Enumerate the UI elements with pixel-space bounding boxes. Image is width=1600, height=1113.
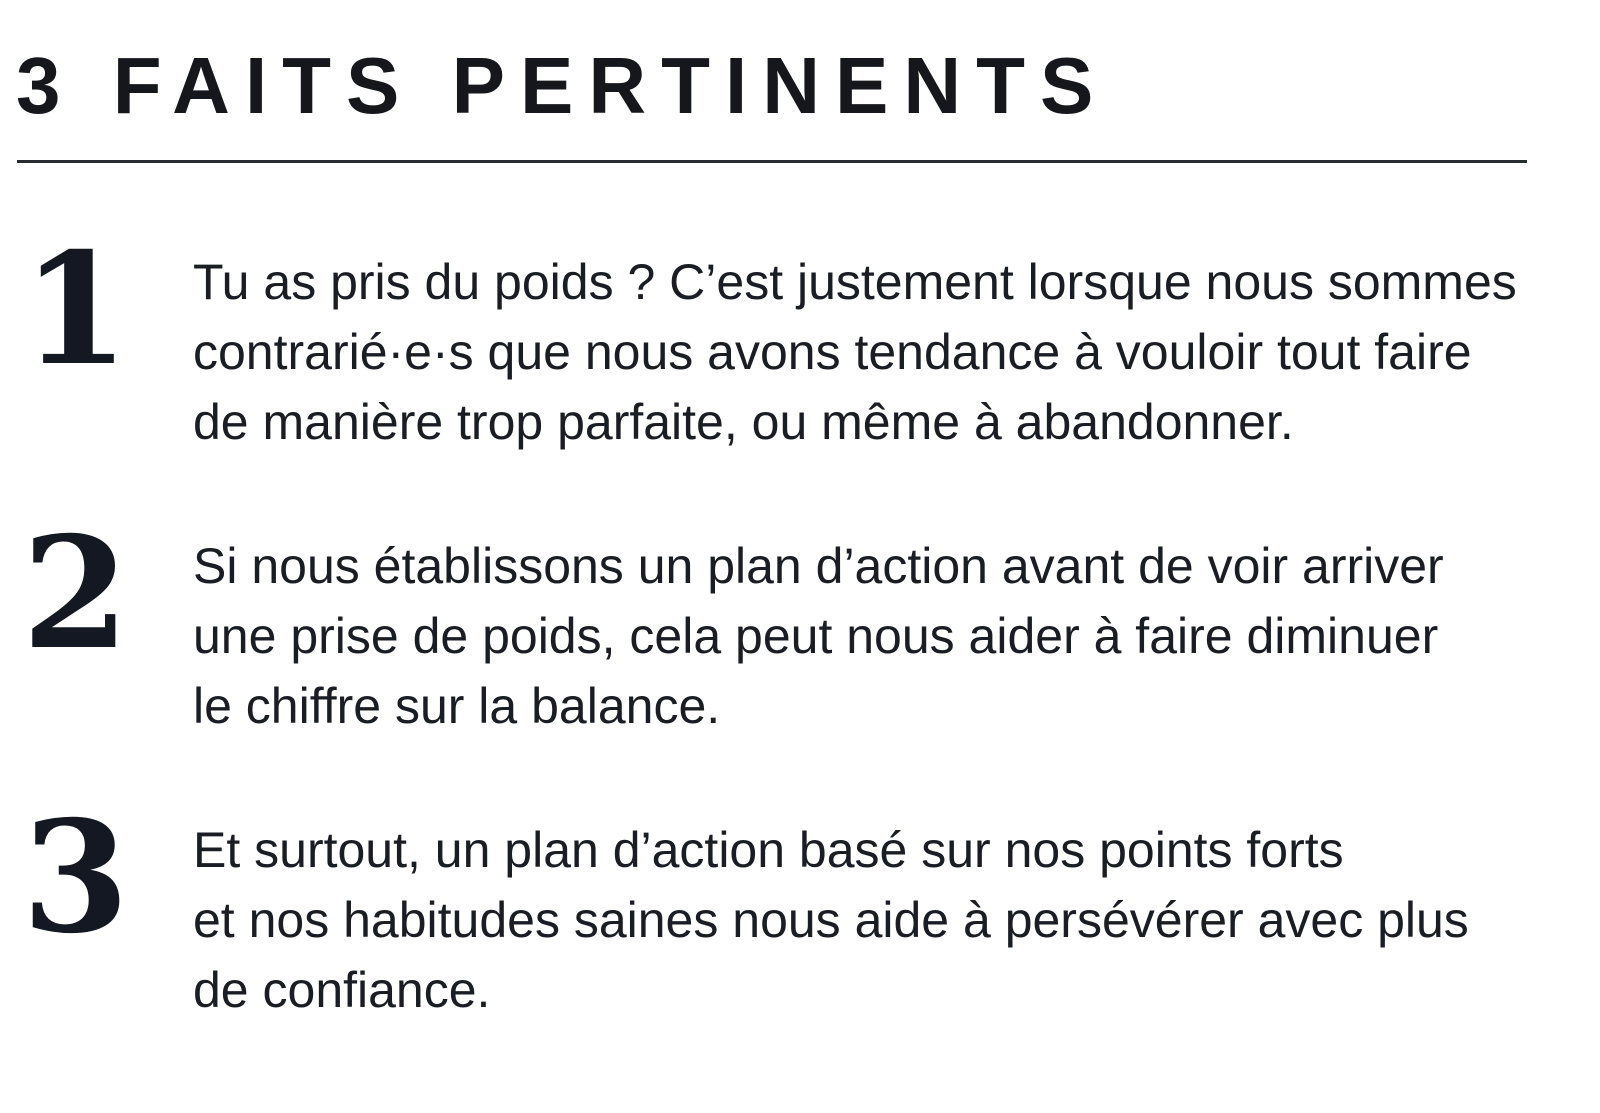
fact-text-line: et nos habitudes saines nous aide à persévérer avec plus [193, 892, 1469, 948]
fact-text-line: Si nous établissons un plan d’action avant de voir arriver [193, 538, 1444, 594]
fact-number: 1 [22, 219, 130, 400]
title-divider [17, 160, 1527, 163]
fact-text-line: le chiffre sur la balance. [193, 678, 721, 734]
fact-text-line: de confiance. [193, 962, 491, 1018]
fact-item-2 [0, 503, 1600, 771]
fact-text-line: Tu as pris du poids ? C’est justement lorsque nous sommes [193, 254, 1517, 310]
fact-text [193, 247, 1593, 457]
fact-number: 2 [22, 503, 130, 684]
fact-text [193, 815, 1593, 1025]
fact-text-line: une prise de poids, cela peut nous aider à faire diminuer [193, 608, 1439, 664]
fact-number: 3 [22, 787, 130, 968]
fact-text-line: contrarié·e·s que nous avons tendance à vouloir tout faire [193, 324, 1472, 380]
fact-item-3 [0, 787, 1600, 1055]
page-title: 3 FAITS PERTINENTS [16, 41, 1109, 130]
fact-text [193, 531, 1593, 741]
fact-text-line: Et surtout, un plan d’action basé sur nos points forts [193, 822, 1344, 878]
fact-text-line: de manière trop parfaite, ou même à abandonner. [193, 394, 1294, 450]
fact-item-1 [0, 219, 1600, 487]
